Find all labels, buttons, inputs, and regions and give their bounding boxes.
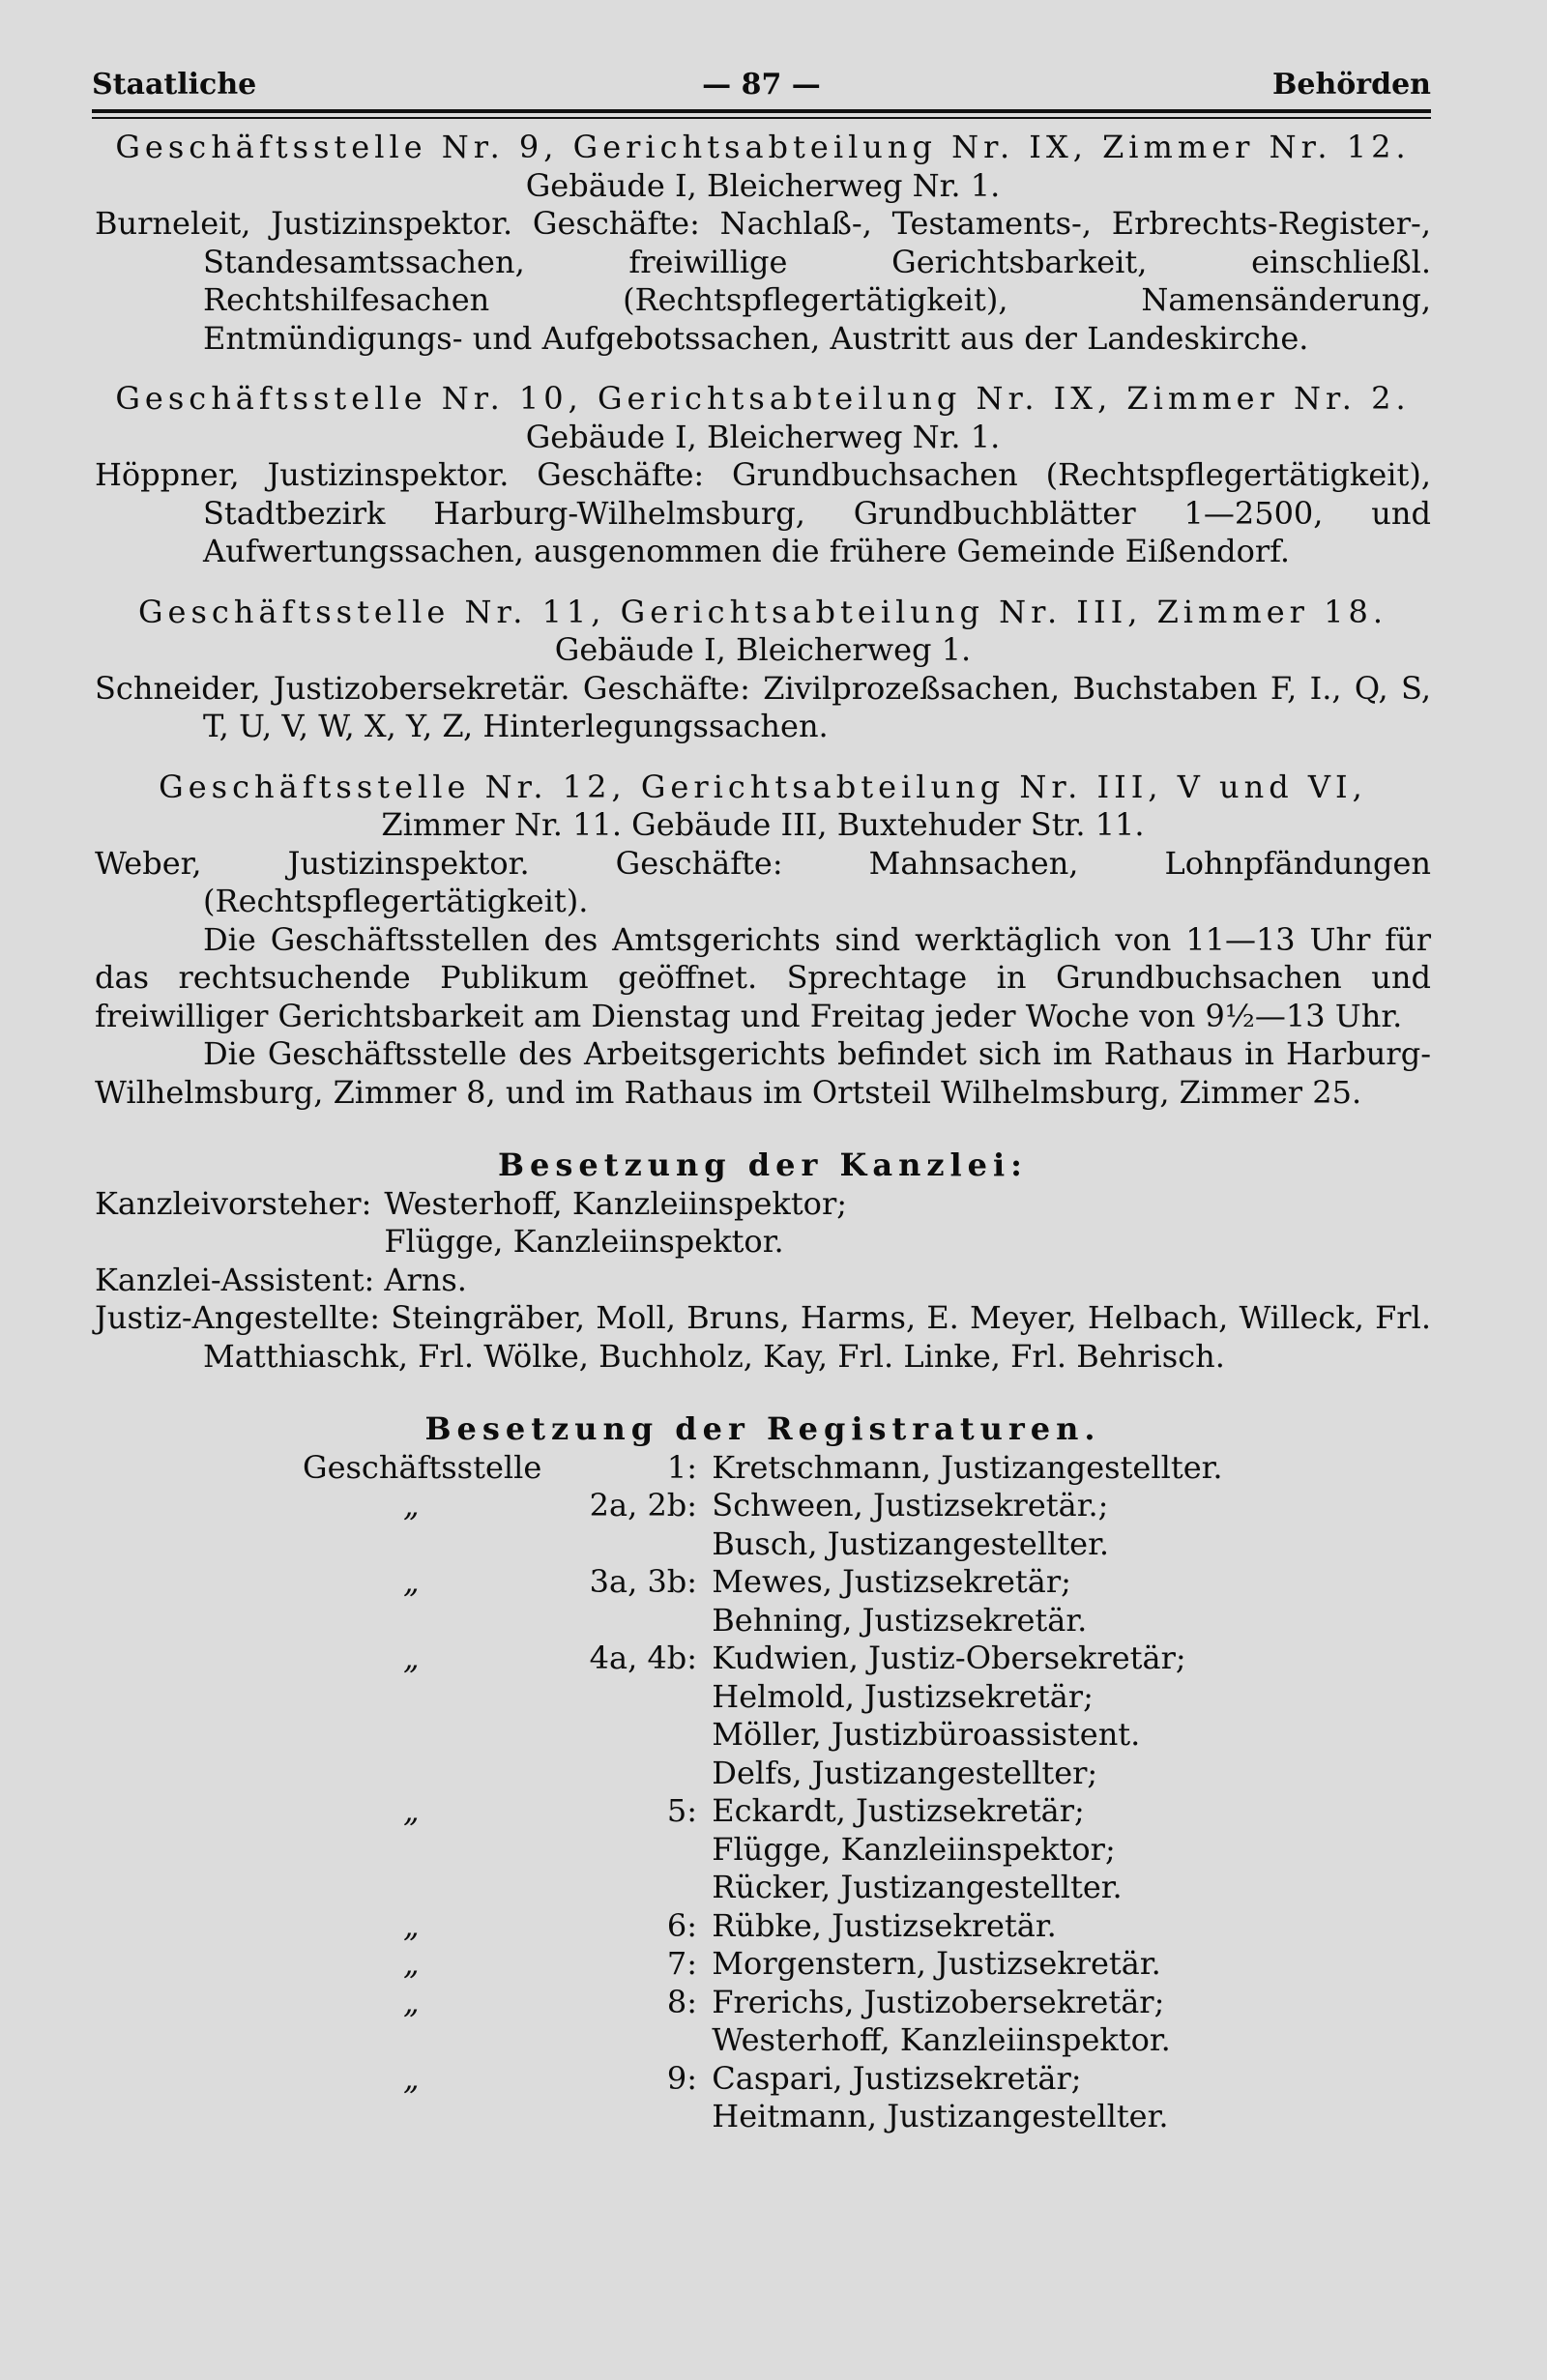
kanzlei-section (95, 1146, 1431, 1376)
section-subtitle: Gebäude I, Bleicherweg 1. (554, 631, 972, 668)
registratur-number: 1 (666, 1448, 687, 1486)
registratur-name: Busch, Justizangestellter. (712, 1524, 1110, 1562)
section-title: Geschäftsstelle Nr. 11, Gerichtsabteilung Nr. III, Zimmer 18. (137, 593, 1388, 630)
registratur-name: Delfs, Justizangestellter; (712, 1754, 1098, 1791)
registratur-row: „ 2a, 2b : Schween, Justizsekretär.; (303, 1487, 1223, 1525)
kanzlei-title: Besetzung der Kanzlei: (498, 1146, 1028, 1183)
header-rule-thin (92, 117, 1431, 119)
registraturen-table (303, 1449, 1223, 2136)
registratur-row: „ 3a, 3b : Mewes, Justizsekretär; (303, 1563, 1223, 1602)
header-rule (92, 109, 1431, 113)
section-title: Geschäftsstelle Nr. 10, Gerichtsabteilung Nr. IX, Zimmer Nr. 2. (115, 380, 1411, 417)
registratur-row: „ 6 : Rübke, Justizsekretär. (303, 1907, 1223, 1946)
registratur-row: „ 5 : Eckardt, Justizsekretär; (303, 1792, 1223, 1831)
ditto-mark: „ (403, 2059, 420, 2097)
kanzlei-vorsteher-label: Kanzleivorsteher: (95, 1184, 372, 1222)
section-geschaeftsstelle-9 (95, 129, 1431, 358)
registratur-name: Mewes, Justizsekretär; (712, 1563, 1071, 1600)
registratur-row (303, 1869, 1223, 1907)
ditto-mark: „ (403, 1906, 420, 1944)
registratur-row: „ 8 : Frerichs, Justizobersekretär; (303, 1984, 1223, 2022)
note-arbeitsgericht: Die Geschäftsstelle des Arbeitsgerichts befindet sich im Rathaus in Harburg-Wilhelmsburg, Zimmer 8, und im Rathaus im Ortsteil Wilhelmsburg, Zimmer 25. (95, 1035, 1431, 1111)
ditto-mark: „ (403, 1487, 420, 1524)
registratur-row: Geschäftsstelle 1 : Kretschmann, Justizangestellter. (303, 1448, 1223, 1486)
registratur-row: „ 9 : Caspari, Justizsekretär; (303, 2060, 1223, 2099)
ditto-mark: „ (403, 1983, 420, 2020)
section-subtitle: Zimmer Nr. 11. Gebäude III, Buxtehuder Str. 11. (381, 806, 1145, 843)
registratur-name: Caspari, Justizsekretär; (712, 2059, 1082, 2097)
kanzlei-assistent: Arns. (384, 1261, 467, 1298)
registratur-row (303, 1716, 1223, 1755)
page-content (95, 129, 1431, 2136)
registratur-number: 3a, 3b (589, 1563, 687, 1600)
registratur-row (303, 1602, 1223, 1640)
ditto-mark: „ (403, 1640, 420, 1676)
section-subtitle: Gebäude I, Bleicherweg Nr. 1. (525, 166, 1001, 204)
registratur-name: Heitmann, Justizangestellter. (712, 2098, 1169, 2134)
registraturen-section (95, 1410, 1431, 2136)
ditto-mark: „ (403, 1792, 420, 1829)
registraturen-title: Besetzung der Registraturen. (424, 1410, 1101, 1447)
registratur-number: 4a, 4b (589, 1640, 687, 1676)
registratur-number: 6 (666, 1906, 687, 1944)
registratur-number: 2a, 2b (589, 1487, 687, 1524)
section-title: Geschäftsstelle Nr. 12, Gerichtsabteilung Nr. III, V und VI, (159, 768, 1367, 805)
section-body: Schneider, Justizobersekretär. Geschäfte: Zivilprozeßsachen, Buchstaben F, I., Q, S, T, U, V, W, X, Y, Z, Hinterlegungssachen. (95, 669, 1431, 744)
kanzlei-angestellte: Justiz-Angestellte: Steingräber, Moll, Bruns, Harms, E. Meyer, Helbach, Willeck, Frl. Matthiaschk, Frl. Wölke, Buchholz, Kay, Frl. Linke, Frl. Behrisch. (95, 1299, 1431, 1375)
section-geschaeftsstelle-12 (95, 769, 1431, 921)
registratur-row (303, 1755, 1223, 1793)
section-subtitle: Gebäude I, Bleicherweg Nr. 1. (525, 418, 1001, 455)
header-left: Staatliche (92, 68, 257, 102)
registratur-name: Frerichs, Justizobersekretär; (712, 1983, 1165, 2020)
registratur-row (303, 1678, 1223, 1717)
registratur-row (303, 1831, 1223, 1870)
registratur-number: 9 (666, 2059, 687, 2097)
kanzlei-vorsteher-2: Flügge, Kanzleiinspektor. (384, 1223, 784, 1260)
registratur-name: Behning, Justizsekretär. (712, 1601, 1088, 1639)
registratur-label: Geschäftsstelle (303, 1448, 542, 1486)
kanzlei-table (95, 1185, 847, 1300)
registratur-name: Westerhoff, Kanzleiinspektor. (712, 2021, 1171, 2058)
registratur-row: „ 4a, 4b : Kudwien, Justiz-Obersekretär; (303, 1640, 1223, 1678)
note-opening-hours: Die Geschäftsstellen des Amtsgerichts sind werktäglich von 11—13 Uhr für das rechtsuchende Publikum geöffnet. Sprechtage in Grundbuchsachen und freiwilliger Gerichtsbarkeit am Dienstag und Freitag jeder Woche von 9½—13 Uhr. (95, 920, 1431, 1034)
header-right: Behörden (1272, 68, 1431, 102)
kanzlei-assistent-label: Kanzlei-Assistent: (95, 1261, 375, 1298)
section-geschaeftsstelle-10 (95, 380, 1431, 571)
registratur-name: Kudwien, Justiz-Obersekretär; (712, 1640, 1186, 1676)
section-body: Burneleit, Justizinspektor. Geschäfte: Nachlaß-, Testaments-, Erbrechts-Register-, Standesamtssachen, freiwillige Gerichtsbarkeit, einschließl. Rechtshilfesachen (Rechtspflegertätigkeit), Namensänderung, Entmündigungs- und Aufgebotssachen, Austritt aus der Landeskirche. (95, 205, 1431, 357)
section-body: Weber, Justizinspektor. Geschäfte: Mahnsachen, Lohnpfändungen (Rechtspflegertätigkeit). (95, 844, 1431, 919)
registratur-row: „ 7 : Morgenstern, Justizsekretär. (303, 1945, 1223, 1984)
registratur-number: 5 (666, 1792, 687, 1829)
registratur-name: Morgenstern, Justizsekretär. (712, 1945, 1161, 1982)
registratur-row (303, 2098, 1223, 2136)
registratur-name: Rübke, Justizsekretär. (712, 1906, 1057, 1944)
section-geschaeftsstelle-11 (95, 594, 1431, 746)
section-title: Geschäftsstelle Nr. 9, Gerichtsabteilung Nr. IX, Zimmer Nr. 12. (115, 129, 1411, 165)
registratur-name: Schween, Justizsekretär.; (712, 1487, 1109, 1524)
registratur-name: Eckardt, Justizsekretär; (712, 1792, 1085, 1829)
ditto-mark: „ (403, 1945, 420, 1982)
registratur-number: 7 (666, 1945, 687, 1982)
registratur-row (303, 2021, 1223, 2060)
registratur-row (303, 1525, 1223, 1564)
registratur-name: Rücker, Justizangestellter. (712, 1869, 1123, 1905)
registratur-name: Möller, Justizbüroassistent. (712, 1716, 1141, 1753)
ditto-mark: „ (403, 1563, 420, 1600)
running-header (92, 68, 1431, 110)
section-body: Höppner, Justizinspektor. Geschäfte: Grundbuchsachen (Rechtspflegertätigkeit), Stadtbezirk Harburg-Wilhelmsburg, Grundbuchblätter 1—2500, und Aufwertungssachen, ausgenommen die frühere Gemeinde Eißendorf. (95, 456, 1431, 569)
kanzlei-vorsteher-1: Westerhoff, Kanzleiinspektor; (384, 1184, 848, 1222)
registratur-name: Kretschmann, Justizangestellter. (712, 1448, 1223, 1486)
registratur-name: Flügge, Kanzleiinspektor; (712, 1830, 1116, 1868)
registratur-number: 8 (666, 1983, 687, 2020)
page-number: — 87 — (702, 68, 821, 102)
registratur-name: Helmold, Justizsekretär; (712, 1677, 1094, 1715)
